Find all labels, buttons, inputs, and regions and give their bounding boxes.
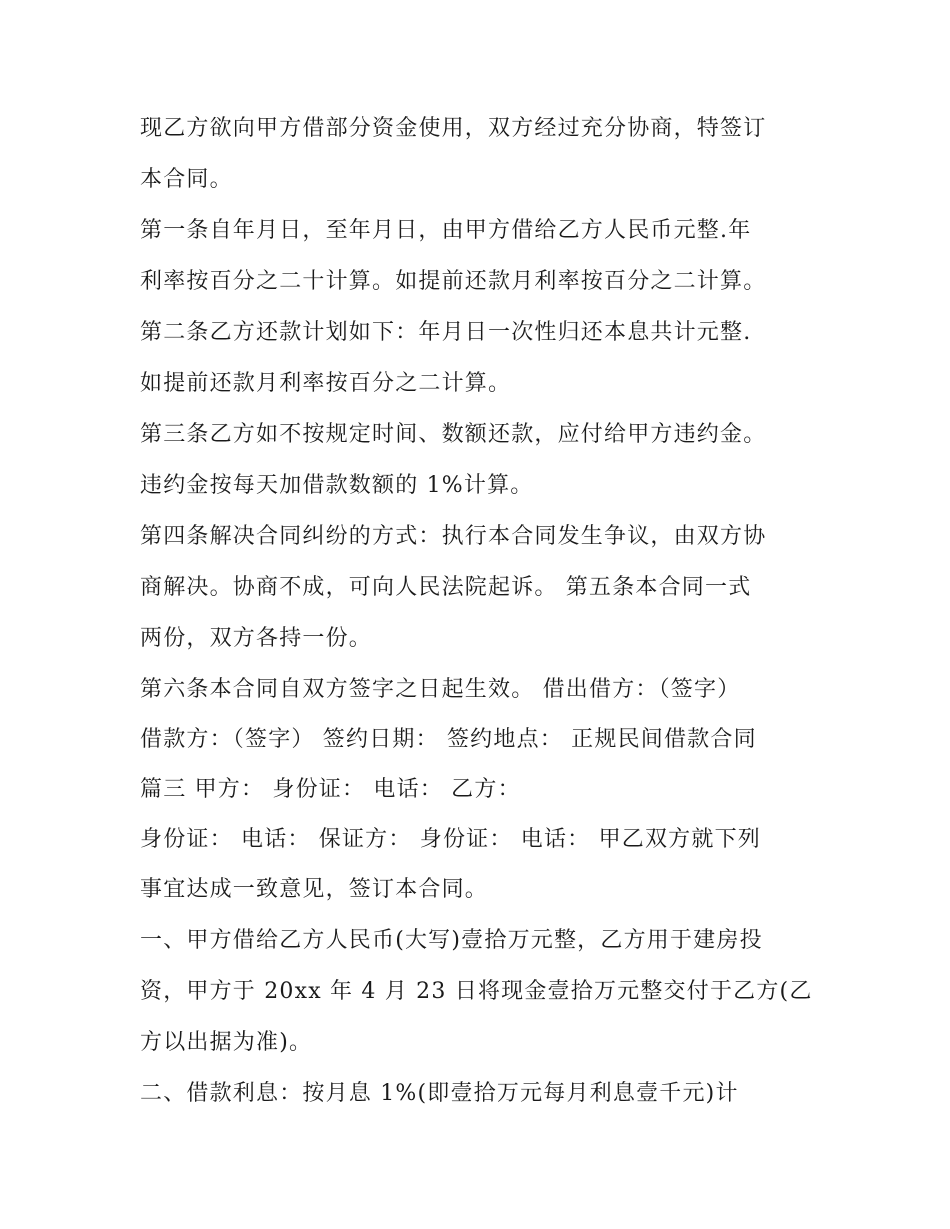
text-line: 第二条乙方还款计划如下：年月日一次性归还本息共计元整. xyxy=(140,320,752,345)
text-line: 如提前还款月利率按百分之二计算。 xyxy=(140,371,512,396)
text-line: 第一条自年月日，至年月日，由甲方借给乙方人民币元整.年 xyxy=(140,218,752,243)
text-line: 篇三 甲方： 身份证： 电话： 乙方： xyxy=(140,777,521,802)
text-line: 第六条本合同自双方签字之日起生效。 借出借方：（签字） xyxy=(140,677,741,702)
text-line: 商解决。协商不成，可向人民法院起诉。 第五条本合同一式 xyxy=(140,575,752,600)
text-line: 二、借款利息：按月息 1%(即壹拾万元每月利息壹千元)计 xyxy=(140,1081,739,1106)
text-line: 违约金按每天加借款数额的 1%计算。 xyxy=(140,473,534,498)
text-line: 利率按百分之二十计算。如提前还款月利率按百分之二计算。 xyxy=(140,269,767,294)
text-line: 现乙方欲向甲方借部分资金使用，双方经过充分协商，特签订 xyxy=(140,116,767,141)
text-line: 一、甲方借给乙方人民币(大写)壹拾万元整，乙方用于建房投 xyxy=(140,928,763,953)
text-line: 事宜达成一致意见，签订本合同。 xyxy=(140,877,489,902)
text-line: 第三条乙方如不按规定时间、数额还款，应付给甲方违约金。 xyxy=(140,422,767,447)
text-line: 资，甲方于 20xx 年 4 月 23 日将现金壹拾万元整交付于乙方(乙 xyxy=(140,979,813,1004)
text-line: 借款方：（签字） 签约日期： 签约地点： 正规民间借款合同 xyxy=(140,727,757,752)
text-line: 本合同。 xyxy=(140,167,233,192)
text-line: 方以出据为准)。 xyxy=(140,1030,313,1055)
text-line: 第四条解决合同纠纷的方式：执行本合同发生争议，由双方协 xyxy=(140,524,767,549)
text-line: 身份证： 电话： 保证方： 身份证： 电话： 甲乙双方就下列 xyxy=(140,827,761,852)
text-line: 两份，双方各持一份。 xyxy=(140,626,373,651)
